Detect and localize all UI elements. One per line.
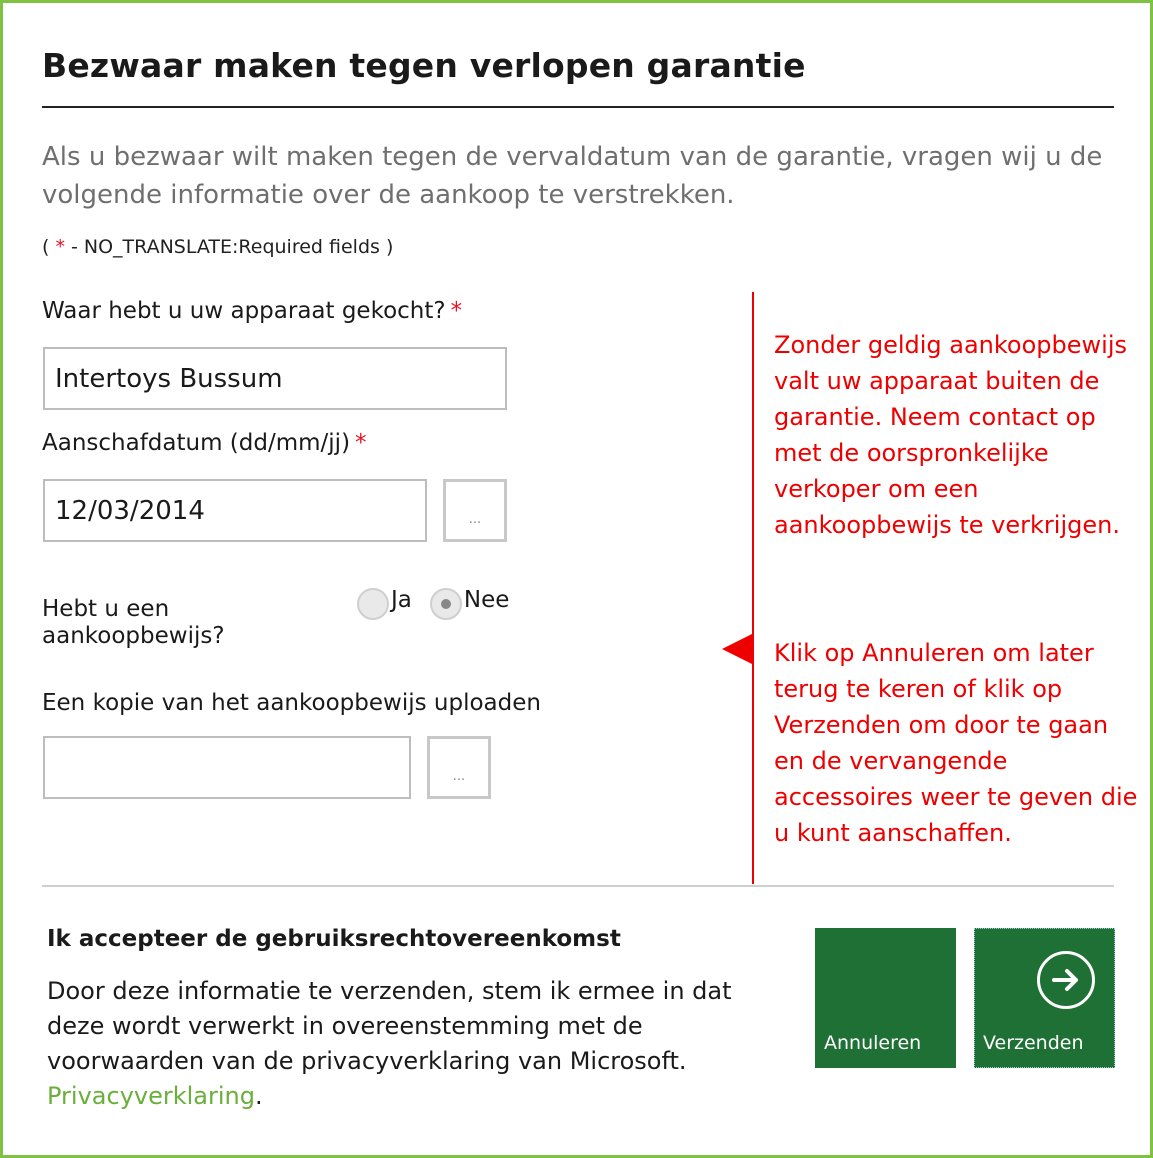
upload-label: Een kopie van het aankoopbewijs uploaden [42, 690, 541, 716]
upload-browse-button[interactable] [427, 736, 491, 799]
radio-ja-icon[interactable] [357, 588, 389, 620]
store-label [42, 298, 462, 324]
radio-option-ja[interactable] [357, 588, 412, 620]
upload-file-input[interactable] [43, 736, 411, 799]
callout-divider [752, 292, 754, 884]
callout-pointer-icon [722, 633, 754, 665]
footer-divider [42, 885, 1114, 887]
store-label-text: Waar hebt u uw apparaat gekocht? [42, 298, 446, 324]
send-button[interactable] [974, 928, 1115, 1068]
receipt-warning: Zonder geldig aankoopbewijs valt uw apparaat buiten de garantie. Neem contact op met de oorspronkelijke verkoper om een aankoopbewijs te verkrijgen. [774, 331, 1128, 539]
action-instruction: Klik op Annuleren om later terug te keren of klik op Verzenden om door te gaan en de vervangende accessoires weer te geven die u kunt aanschaffen. [774, 639, 1138, 847]
date-picker-label: ... [468, 512, 482, 527]
cancel-button-label: Annuleren [824, 1032, 922, 1054]
required-note-open: ( [42, 236, 56, 258]
eula-trailing: . [254, 1082, 263, 1110]
eula-text [47, 974, 737, 1114]
required-fields-note [42, 236, 393, 258]
intro-text: Als u bezwaar wilt maken tegen de vervaldatum van de garantie, vragen wij u de volgende informatie over de aankoop te verstrekken. [42, 142, 1103, 210]
radio-ja-label: Ja [391, 587, 412, 613]
upload-browse-label: ... [452, 769, 466, 784]
receipt-radio-group [357, 588, 527, 620]
store-required-star: * [450, 298, 463, 324]
receipt-question: Hebt u een aankoopbewijs? [42, 596, 225, 649]
store-input[interactable] [43, 347, 507, 410]
purchase-date-input[interactable] [43, 479, 427, 542]
page-title: Bezwaar maken tegen verlopen garantie [42, 46, 806, 85]
title-divider [42, 106, 1114, 108]
required-star: * [55, 236, 65, 258]
required-note-text: - NO_TRANSLATE:Required fields ) [64, 236, 394, 258]
send-button-label: Verzenden [983, 1032, 1084, 1054]
radio-nee-label: Nee [463, 587, 510, 613]
radio-option-nee[interactable] [430, 588, 510, 620]
eula-title: Ik accepteer de gebruiksrechtovereenkomst [47, 926, 621, 952]
cancel-button[interactable] [815, 928, 956, 1068]
arrow-right-circle-icon [1037, 951, 1095, 1009]
purchase-date-label [42, 430, 367, 456]
date-picker-button[interactable] [443, 479, 507, 542]
eula-body: Door deze informatie te verzenden, stem ik ermee in dat deze wordt verwerkt in overeenstemming met de voorwaarden van de privacyverklaring van Microsoft. [47, 977, 732, 1075]
radio-nee-icon[interactable] [430, 588, 462, 620]
purchase-date-required-star: * [355, 430, 367, 456]
purchase-date-label-text: Aanschafdatum (dd/mm/jj) [42, 430, 351, 456]
privacy-link[interactable]: Privacyverklaring [47, 1082, 255, 1110]
